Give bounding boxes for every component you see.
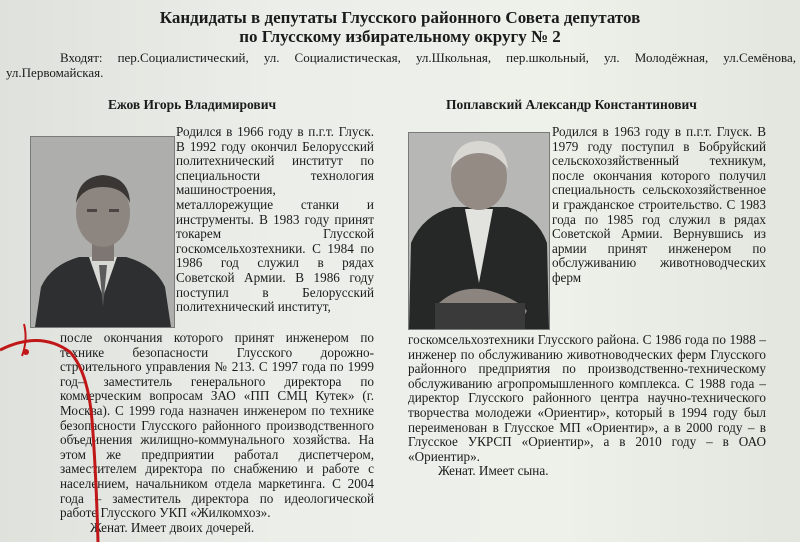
candidate-2-bio-part-1: Родился в 1963 году в п.г.т. Глуск. В 1979 году поступил в Бобруйский сельскохозяйственный техникум, после окончания которого получил специальность сельскохозяйственное и гражданское строительство. С 1983 года по 1985 год служил в рядах Советской Армии. Вернувшись из армии принят инженером по обслуживанию животноводческих ферм (552, 124, 766, 285)
candidate-2-bio-continued: госкомсельхозтехники Глусского района. С 1986 года по 1988 – инженер по обслуживанию животноводческих ферм Глусского районного предприятия по производственно-техническому обслуживанию агропромышленного комплекса. С 1988 года – директор Глусского районного центра научно-технического творчества молодежи «Ориентир», который в 1994 году был переименован в Глусское МП «Ориентир», а в 2000 году – в Глусское УКРСП «Ориентир», а в 2010 году – в ОАО «Ориентир». (408, 332, 766, 464)
candidate-1-bio-part-1: Родился в 1966 году в п.г.т. Глуск. В 1992 году окончил Белорусский политехнический институт по специальности технология машиностроения, металлорежущие станки и инструменты. В 1983 году принят токарем Глусской госкомсельхозтехники. С 1984 по 1986 год служил в рядах Советской Армии. В 1986 году поступил в Белорусский политехнический институт, (176, 124, 374, 315)
candidate-1-name: Ежов Игорь Владимирович (108, 97, 277, 112)
candidate-1-bio-continued: после окончания которого принят инженером по технике безопасности Глусского дорожно-строительного управления № 213. С 1997 года по 1999 год– заместитель генерального директора по коммерческим вопросам ЗАО «ПП СМЦ Кутек» (г. Москва). С 1999 года назначен инженером по технике безопасности Глусского районного производственного объединения жилищно-коммунального хозяйства. На этом же предприятии работал диспетчером, заместителем директора по снабжению и работе с населением, начальником отдела маркетинга. С 2004 года – заместитель директора по идеологической работе Глусского УКП «Жилкомхоз». (60, 330, 374, 521)
candidate-2-family: Женат. Имеет сына. (438, 463, 549, 479)
candidate-2-name: Поплавский Александр Константинович (446, 97, 697, 112)
candidate-1-family: Женат. Имеет двоих дочерей. (90, 519, 255, 535)
heading-line-1: Кандидаты в депутаты Глусского районного Совета депутатов (159, 8, 641, 27)
heading-line-2: по Глусскому избирательному округу № 2 (239, 27, 561, 46)
district-streets: Входят: пер.Социалистический, ул. Социалистическая, ул.Школьная, пер.школьный, ул. Молодёжная, ул.Семёнова, ул.Первомайская. (6, 50, 796, 80)
